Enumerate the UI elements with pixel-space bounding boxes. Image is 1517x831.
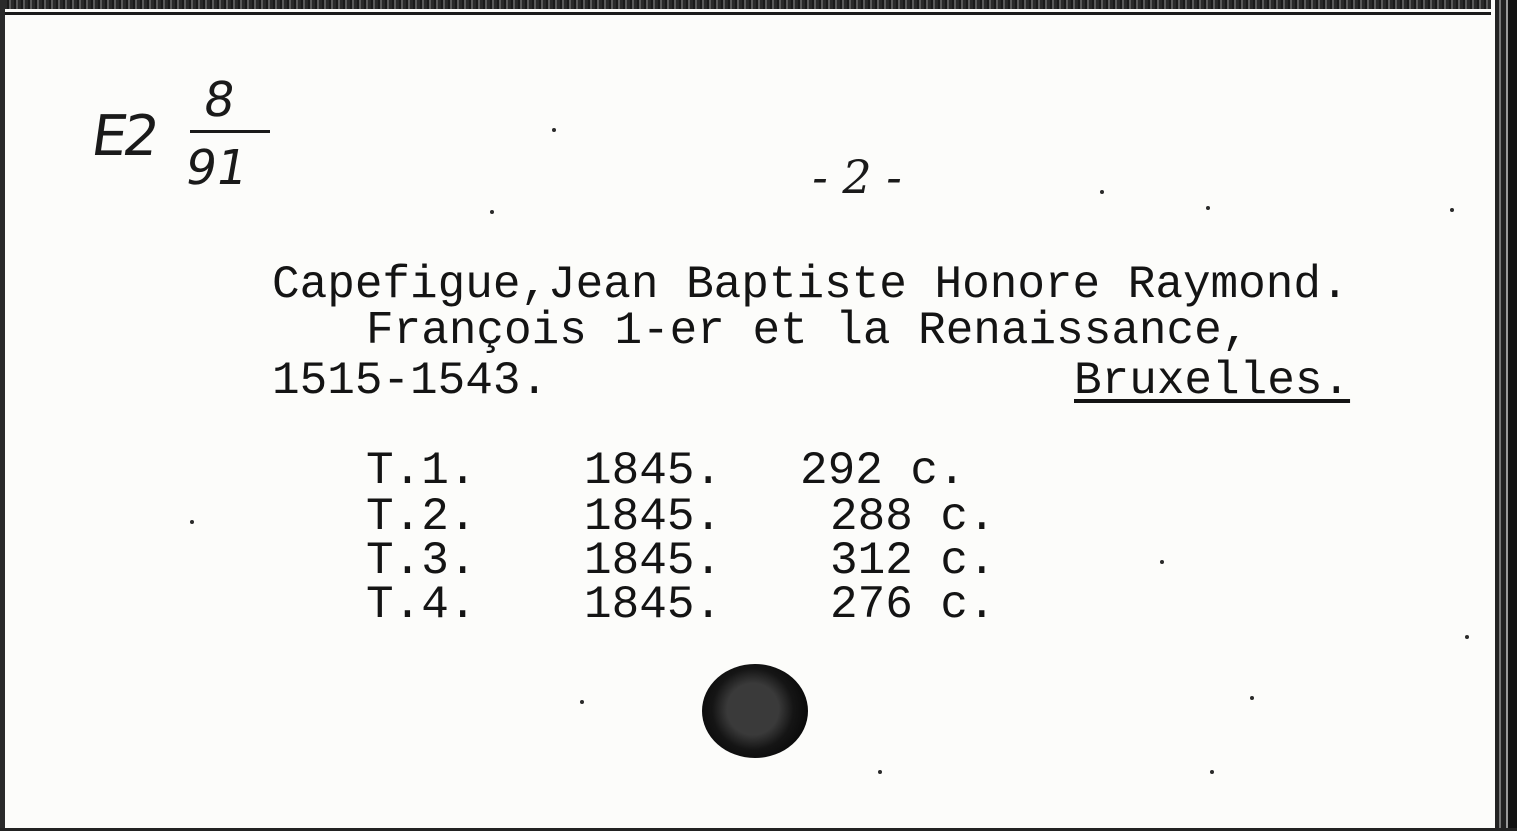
title-line: François 1-er et la Renaissance,: [366, 305, 1250, 357]
speck: [1250, 696, 1254, 700]
speck: [490, 210, 494, 214]
author-line: Capefigue,Jean Baptiste Honore Raymond.: [272, 259, 1349, 311]
volume-year: 1845.: [584, 535, 723, 587]
punch-hole: [702, 664, 808, 758]
shelfmark-fraction-rule: [190, 130, 270, 133]
volume-pages: 292 c.: [800, 445, 966, 497]
shelfmark-numerator: 8: [200, 72, 239, 128]
shelfmark-prefix: E2: [87, 104, 160, 169]
card-sequence-number: - 2 -: [812, 150, 902, 204]
speck: [1206, 206, 1210, 210]
volume-year: 1845.: [584, 445, 723, 497]
volume-pages: 288 c.: [830, 491, 996, 543]
speck: [1450, 208, 1454, 212]
speck: [1465, 635, 1469, 639]
shelfmark-denominator: 91: [181, 140, 253, 196]
speck: [1210, 770, 1214, 774]
card-top-edge: [0, 0, 1517, 9]
volume-pages: 312 c.: [830, 535, 996, 587]
publication-place: Bruxelles.: [1074, 355, 1351, 407]
card-right-edge: [1491, 0, 1517, 831]
volume-number: T.4.: [366, 579, 477, 631]
speck: [1160, 560, 1164, 564]
volume-number: T.3.: [366, 535, 477, 587]
volume-year: 1845.: [584, 491, 723, 543]
dates-line: 1515-1543.: [272, 355, 549, 407]
volume-year: 1845.: [584, 579, 723, 631]
speck: [190, 520, 194, 524]
card-left-edge: [0, 0, 5, 831]
speck: [878, 770, 882, 774]
volume-pages: 276 c.: [830, 579, 996, 631]
volume-number: T.1.: [366, 445, 477, 497]
speck: [1100, 190, 1104, 194]
speck: [580, 700, 584, 704]
volume-number: T.2.: [366, 491, 477, 543]
speck: [552, 128, 556, 132]
card-top-rule: [0, 12, 1497, 15]
